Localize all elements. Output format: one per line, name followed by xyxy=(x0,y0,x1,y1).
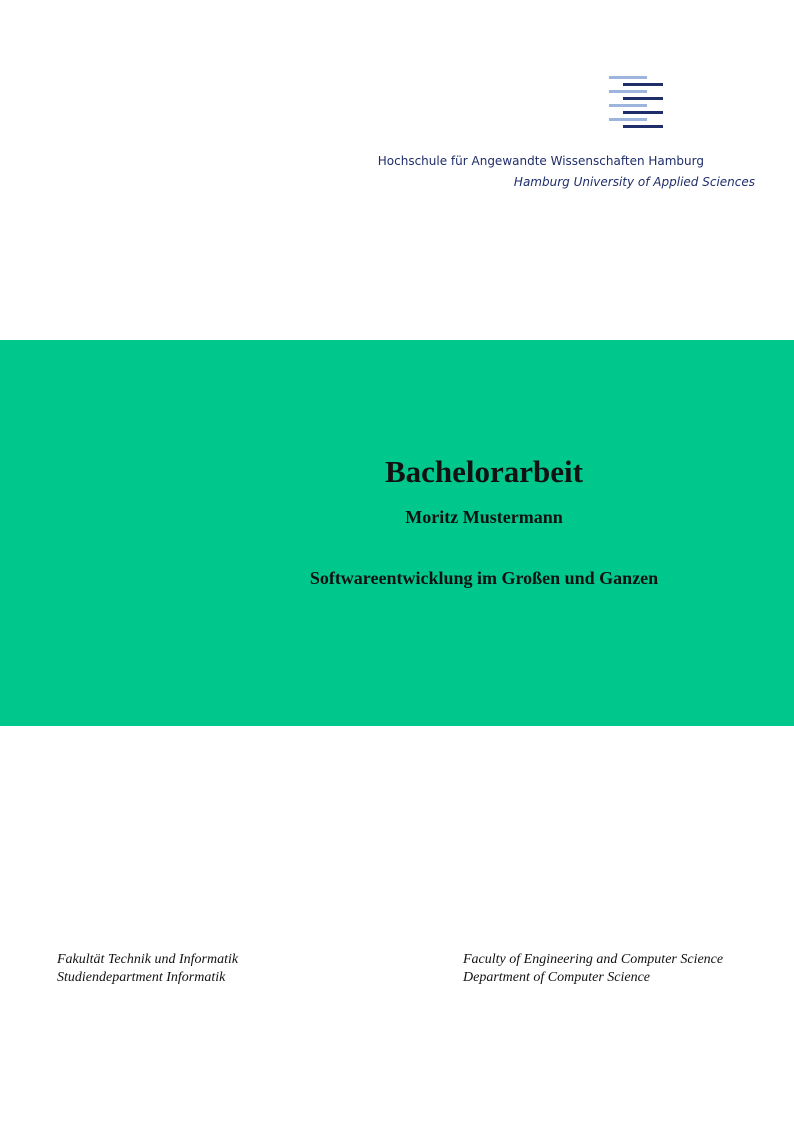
thesis-title: Softwareentwicklung im Großen und Ganzen xyxy=(309,568,659,588)
university-name-german: Hochschule für Angewandte Wissenschaften Hamburg xyxy=(377,154,704,168)
logo-bar xyxy=(609,118,647,121)
title-band xyxy=(0,340,794,726)
logo-bar xyxy=(609,104,647,107)
haw-hamburg-logo-icon xyxy=(609,76,663,130)
logo-bar xyxy=(623,83,663,86)
university-name-english: Hamburg University of Applied Sciences xyxy=(513,175,755,189)
thesis-type: Bachelorarbeit xyxy=(384,454,583,489)
footer-english xyxy=(463,951,723,987)
department-german: Studiendepartment Informatik xyxy=(57,970,226,985)
logo-bar xyxy=(609,76,647,79)
logo-bar xyxy=(623,125,663,128)
author-name: Moritz Mustermann xyxy=(405,507,563,527)
logo-bar xyxy=(623,111,663,114)
faculty-german: Fakultät Technik und Informatik xyxy=(57,952,239,967)
footer-german xyxy=(57,951,238,987)
logo-bar xyxy=(623,97,663,100)
logo-bar xyxy=(609,90,647,93)
faculty-english: Faculty of Engineering and Computer Science xyxy=(463,952,724,967)
department-english: Department of Computer Science xyxy=(463,970,651,985)
